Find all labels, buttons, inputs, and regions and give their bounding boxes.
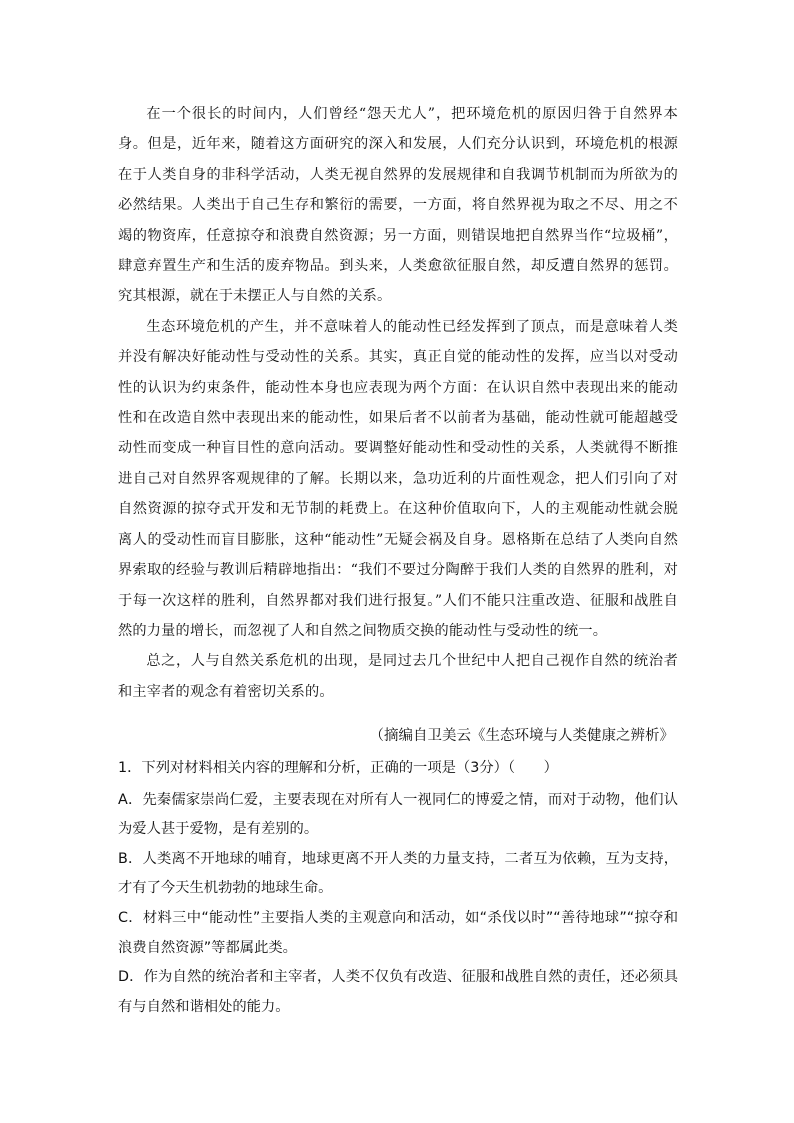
question-stem: 1．下列对材料相关内容的理解和分析，正确的一项是（3分）（ ）	[118, 760, 558, 776]
option-b: B．人类离不开地球的哺育，地球更离不开人类的力量支持，二者互为依赖，互为支持，才有了今天生机勃勃的地球生命。	[118, 850, 678, 897]
option-c: C．材料三中“能动性”主要指人类的主观意向和活动，如“杀伐以时”“善待地球”“掠夺和浪费自然资源”等都属此类。	[118, 909, 678, 956]
passage-paragraph: 在一个很长的时间内，人们曾经“怨天尤人”，把环境危机的原因归咎于自然界本身。但是，近年来，随着这方面研究的深入和发展，人们充分认识到，环境危机的根源在于人类自身的非科学活动，人类无视自然界的发展规律和自我调节机制而为所欲为的必然结果。人类出于自己生存和繁衍的需要，一方面，将自然界视为取之不尽、用之不竭的物资库，任意掠夺和浪费自然资源；另一方面，则错误地把自然界当作“垃圾桶”，肆意弃置生产和生活的废弃物品。到头来，人类愈欲征服自然，却反遭自然界的惩罚。究其根源，就在于未摆正人与自然的关系。	[118, 106, 678, 305]
passage-paragraph: 生态环境危机的产生，并不意味着人的能动性已经发挥到了顶点，而是意味着人类并没有解决好能动性与受动性的关系。其实，真正自觉的能动性的发挥，应当以对受动性的认识为约束条件，能动性本身也应表现为两个方面：在认识自然中表现出来的能动性和在改造自然中表现出来的能动性，如果后者不以前者为基础，能动性就可能超越受动性而变成一种盲目性的意向活动。要调整好能动性和受动性的关系，人类就得不断推进自己对自然界客观规律的了解。长期以来，急功近利的片面性观念，把人们引向了对自然资源的掠夺式开发和无节制的耗费上。在这种价值取向下，人的主观能动性就会脱离人的受动性而盲目膨胀，这种“能动性”无疑会祸及自身。恩格斯在总结了人类向自然界索取的经验与教训后精辟地指出：“我们不要过分陶醉于我们人类的自然界的胜利，对于每一次这样的胜利，自然界都对我们进行报复。”人们不能只注重改造、征服和战胜自然的力量的增长，而忽视了人和自然之间物质交换的能动性与受动性的统一。	[118, 318, 678, 639]
question-block	[118, 754, 678, 1022]
option-a: A．先秦儒家崇尚仁爱，主要表现在对所有人一视同仁的博爱之情，而对于动物，他们认为爱人甚于爱物，是有差别的。	[118, 791, 678, 838]
option-d: D．作为自然的统治者和主宰者，人类不仅负有改造、征服和战胜自然的责任，还必须具有与自然和谐相处的能力。	[118, 969, 678, 1015]
passage-paragraph: 总之，人与自然关系危机的出现，是同过去几个世纪中人把自己视作自然的统治者和主宰者的观念有着密切关系的。	[118, 653, 678, 700]
reading-passage	[118, 99, 678, 707]
passage-source: （摘编自卫美云《生态环境与人类健康之辨析》	[369, 728, 674, 744]
